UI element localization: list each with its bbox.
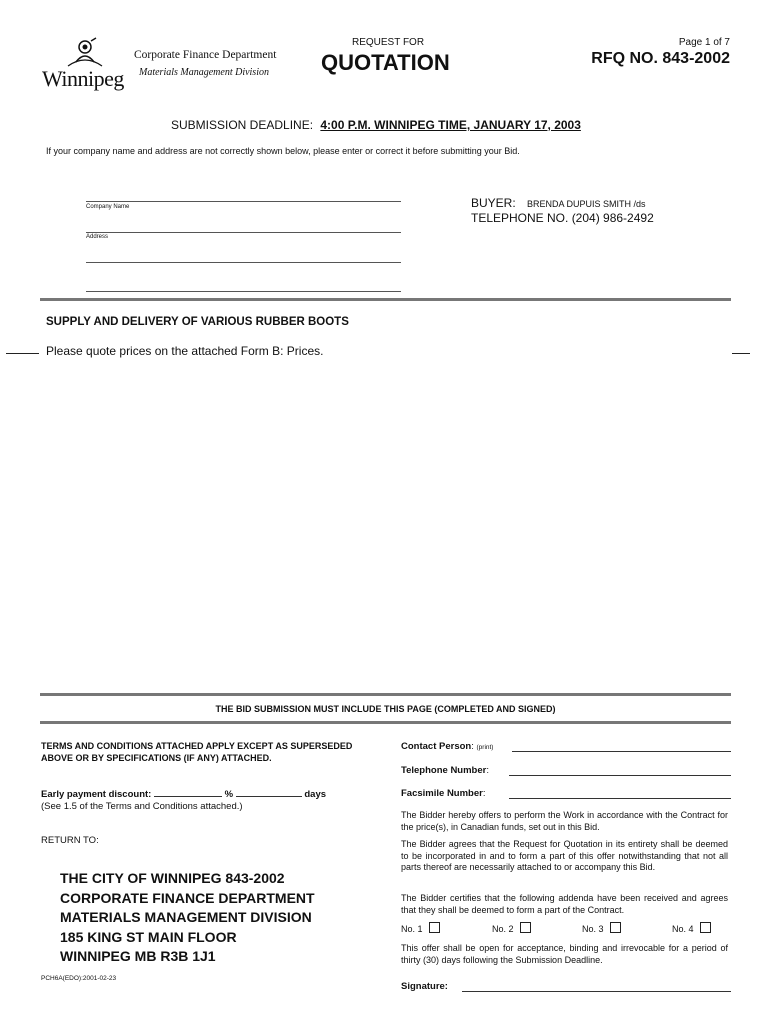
buyer-name: BRENDA DUPUIS SMITH /ds	[527, 199, 646, 209]
addendum-3	[582, 922, 621, 934]
submission-banner: THE BID SUBMISSION MUST INCLUDE THIS PAGE (COMPLETED AND SIGNED)	[215, 704, 556, 714]
facsimile-number-field[interactable]	[509, 798, 731, 799]
address-line-3[interactable]	[86, 291, 401, 292]
facsimile-number-label: Facsimile Number	[401, 788, 483, 799]
section-divider-banner-bottom	[40, 721, 731, 724]
bidder-agreement-text: The Bidder agrees that the Request for Quotation in its entirety shall be deemed to be incorporated in and to form a part of this offer notwithstanding that not all parts thereof are necessarily attached to or accompany this Bid.	[401, 839, 728, 872]
contact-person-label: Contact Person	[401, 741, 472, 752]
addendum-4-label: No. 4	[672, 924, 694, 934]
telephone-row: Telephone Number:	[401, 765, 731, 776]
buyer-label: BUYER:	[471, 196, 516, 210]
discount-note: (See 1.5 of the Terms and Conditions attached.)	[41, 801, 243, 812]
discount-label: Early payment discount:	[41, 789, 152, 800]
addendum-4	[672, 922, 711, 934]
address-label: Address	[86, 234, 109, 240]
return-address-line: WINNIPEG MB R3B 1J1	[60, 948, 216, 964]
offer-validity-text: This offer shall be open for acceptance, binding and irrevocable for a period of thirty (30) days following the Submission Deadline.	[401, 943, 728, 965]
bidder-offer-text: The Bidder hereby offers to perform the Work in accordance with the Contract for the price(s), in Canadian funds, set out in this Bid.	[401, 810, 728, 832]
return-address	[60, 869, 315, 967]
form-code: PCH6A(EDO):2001-02-23	[41, 975, 117, 982]
submission-deadline	[171, 118, 581, 132]
logo-wordmark: Winnipeg	[42, 66, 124, 91]
facsimile-row: Facsimile Number:	[401, 788, 731, 799]
terms-text: TERMS AND CONDITIONS ATTACHED APPLY EXCEPT AS SUPERSEDED ABOVE OR BY SPECIFICATIONS (IF ANY) ATTACHED.	[41, 741, 353, 763]
addendum-1-checkbox[interactable]	[429, 922, 440, 933]
division-name: Materials Management Division	[139, 67, 269, 78]
addendum-2	[492, 922, 531, 934]
right-margin-mark	[732, 353, 750, 354]
address-line-1[interactable]	[86, 232, 401, 233]
rfq-number: RFQ NO. 843-2002	[591, 50, 730, 67]
department-name: Corporate Finance Department	[134, 49, 277, 61]
return-to-label: RETURN TO:	[41, 835, 99, 846]
buyer-telephone: TELEPHONE NO. (204) 986-2492	[471, 211, 654, 225]
section-divider-top	[40, 298, 731, 301]
request-for-label: REQUEST FOR	[352, 37, 425, 48]
winnipeg-logo	[40, 36, 130, 96]
addenda-certification-text: The Bidder certifies that the following addenda have been received and agrees that they shall be deemed to form a part of the Contract.	[401, 893, 728, 915]
contact-person-row: Contact Person: (print)	[401, 741, 731, 752]
return-address-line: MATERIALS MANAGEMENT DIVISION	[60, 909, 312, 925]
correction-notice: If your company name and address are not correctly shown below, please enter or correct it before submitting your Bid.	[46, 146, 520, 156]
discount-percent-symbol: %	[224, 789, 234, 800]
addendum-3-label: No. 3	[582, 924, 604, 934]
telephone-number-label: Telephone Number	[401, 765, 487, 776]
telephone-number-field[interactable]	[509, 775, 731, 776]
addendum-2-checkbox[interactable]	[520, 922, 531, 933]
return-address-line: 185 KING ST MAIN FLOOR	[60, 928, 237, 945]
discount-percent-field[interactable]	[154, 796, 222, 797]
contact-print-note: (print)	[476, 744, 494, 751]
bid-title: SUPPLY AND DELIVERY OF VARIOUS RUBBER BOOTS	[46, 316, 349, 328]
left-margin-mark	[6, 353, 39, 354]
signature-label: Signature:	[401, 981, 448, 992]
addendum-1-label: No. 1	[401, 924, 423, 934]
signature-field[interactable]	[462, 991, 731, 992]
buyer-info	[471, 196, 646, 210]
return-address-line: THE CITY OF WINNIPEG 843-2002	[60, 870, 285, 886]
addendum-3-checkbox[interactable]	[610, 922, 621, 933]
deadline-value: 4:00 P.M. WINNIPEG TIME, JANUARY 17, 2003	[320, 118, 581, 132]
pricing-instruction: Please quote prices on the attached Form B: Prices.	[46, 344, 324, 358]
company-name-line[interactable]	[86, 201, 401, 202]
discount-days-field[interactable]	[236, 796, 302, 797]
company-name-label: Company Name	[86, 204, 130, 210]
deadline-label: SUBMISSION DEADLINE:	[171, 118, 314, 132]
discount-days-label: days	[304, 789, 327, 800]
page-number: Page 1 of 7	[678, 37, 730, 48]
winnipeg-emblem-icon	[40, 36, 130, 70]
addendum-2-label: No. 2	[492, 924, 514, 934]
return-address-line: CORPORATE FINANCE DEPARTMENT	[60, 889, 315, 906]
document-type-title: QUOTATION	[321, 50, 450, 75]
addendum-4-checkbox[interactable]	[700, 922, 711, 933]
addendum-1	[401, 922, 440, 934]
signature-row	[401, 981, 731, 992]
contact-person-field[interactable]	[512, 751, 731, 752]
section-divider-banner-top	[40, 693, 731, 696]
address-line-2[interactable]	[86, 262, 401, 263]
early-payment-discount	[41, 789, 326, 800]
